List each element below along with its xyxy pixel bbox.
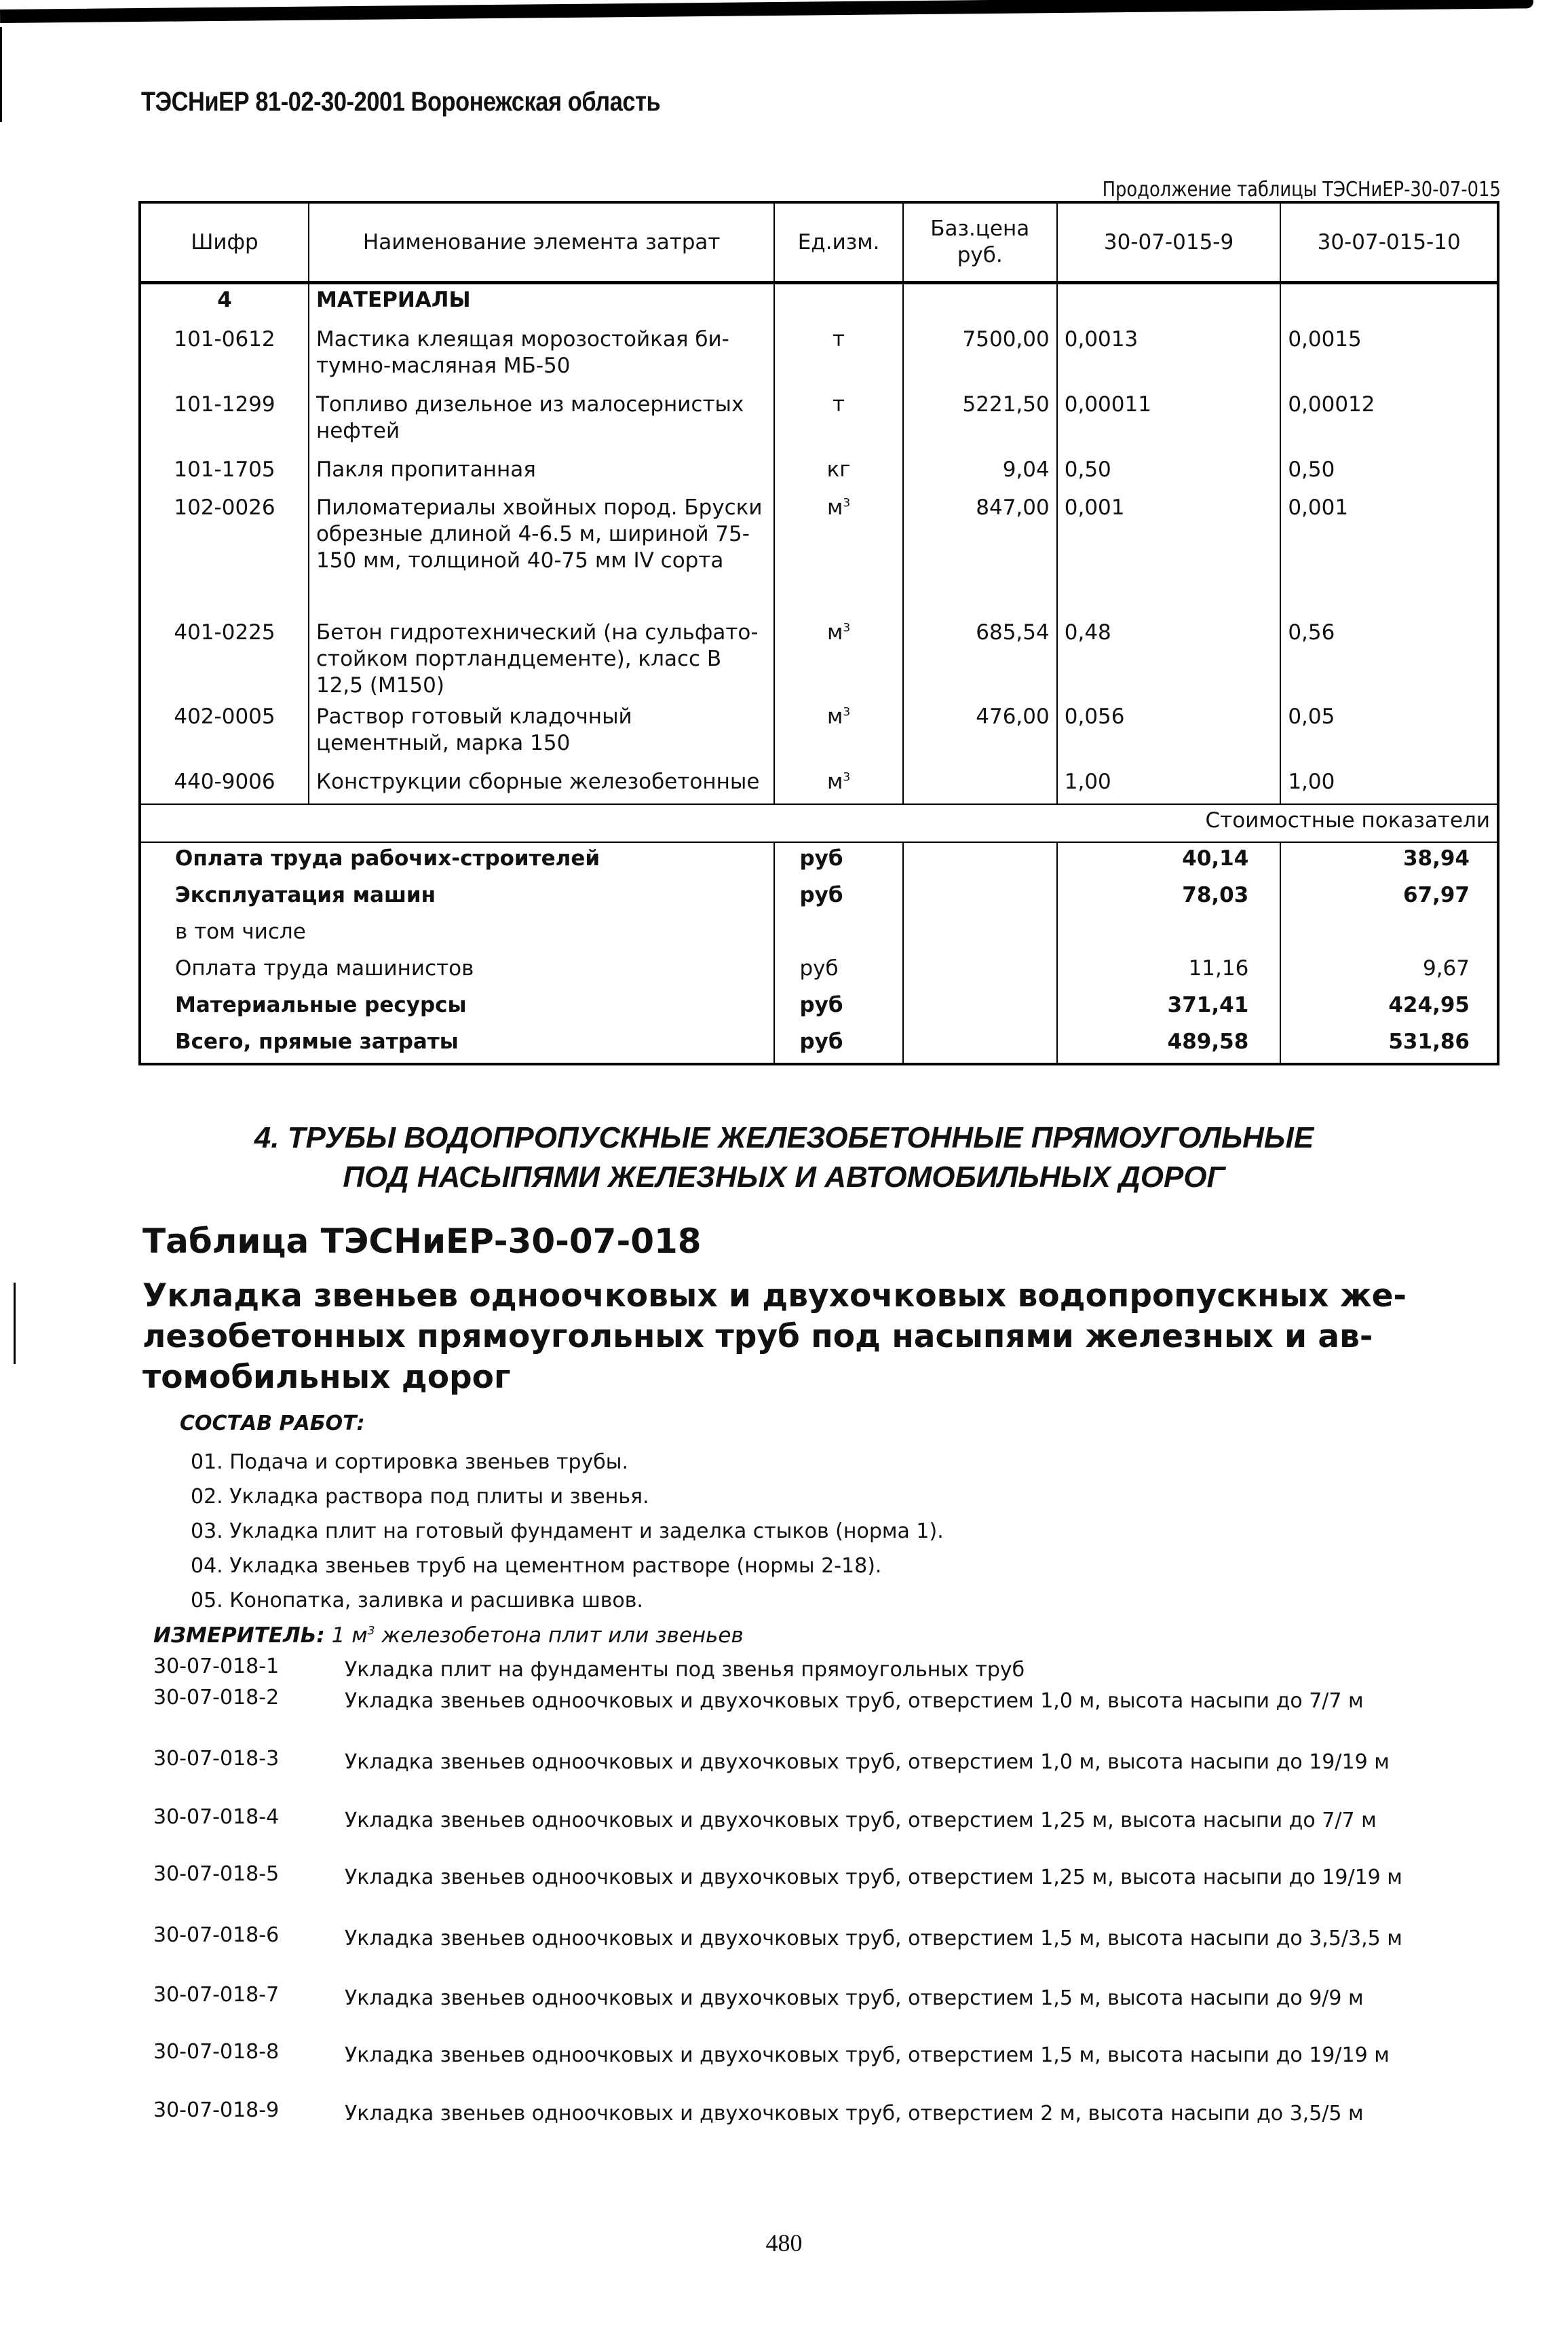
cost-row	[140, 1026, 1498, 1064]
material-row	[140, 324, 1498, 389]
cost-norm-1: 11,16	[1057, 953, 1281, 989]
cost-norm-2	[1280, 916, 1498, 953]
cost-name: Материальные ресурсы	[140, 989, 774, 1026]
material-code: 101-1705	[140, 454, 309, 492]
norm-code: 30-07-018-2	[153, 1686, 280, 1709]
norm-item	[153, 2040, 1551, 2071]
material-name: Пиломатериалы хвойных пород. Бруски обрезные длиной 4-6.5 м, шириной 75-150 мм, толщиной 40-75 мм IV сорта	[309, 492, 774, 617]
material-price: 847,00	[903, 492, 1057, 617]
section-row	[140, 283, 1498, 324]
norm-item	[153, 1747, 1551, 1778]
material-price: 685,54	[903, 617, 1057, 701]
material-norm-2: 1,00	[1280, 766, 1498, 804]
cost-unit: руб	[774, 953, 902, 989]
material-unit	[774, 389, 902, 454]
header-norm-2: 30-07-015-10	[1280, 202, 1498, 283]
material-code: 402-0005	[140, 701, 309, 766]
cost-name: Эксплуатация машин	[140, 880, 774, 916]
header-name: Наименование элемента затрат	[309, 202, 774, 283]
cost-norm-2: 9,67	[1280, 953, 1498, 989]
section-code: 4	[140, 283, 309, 324]
cost-norm-2: 67,97	[1280, 880, 1498, 916]
running-head: ТЭСНиЕР 81-02-30-2001 Воронежская область	[141, 87, 661, 117]
norm-description: Укладка звеньев одноочковых и двухочковых труб, отверстием 1,0 м, высота насыпи до 7/7 м	[345, 1689, 1364, 1713]
section-heading-line: 4. ТРУБЫ ВОДОПРОПУСКНЫЕ ЖЕЛЕЗОБЕТОННЫЕ ПРЯМОУГОЛЬНЫЕ	[254, 1121, 1314, 1154]
header-norm-1: 30-07-015-9	[1057, 202, 1281, 283]
cost-norm-2: 38,94	[1280, 842, 1498, 880]
work-step: 05. Конопатка, заливка и расшивка швов.	[191, 1589, 643, 1612]
section-heading-line: ПОД НАСЫПЯМИ ЖЕЛЕЗНЫХ И АВТОМОБИЛЬНЫХ ДОРОГ	[343, 1160, 1225, 1194]
work-composition-label: СОСТАВ РАБОТ:	[180, 1412, 365, 1435]
cost-price	[903, 880, 1057, 916]
cost-name: Оплата труда рабочих-строителей	[140, 842, 774, 880]
norm-item	[153, 1923, 1551, 1954]
material-code: 102-0026	[140, 492, 309, 617]
norm-item	[153, 1655, 1551, 1686]
material-norm-1: 0,48	[1057, 617, 1281, 701]
material-code: 401-0225	[140, 617, 309, 701]
cost-unit	[774, 916, 902, 953]
scan-artifact-edge	[0, 27, 2, 122]
cost-name: Оплата труда машинистов	[140, 953, 774, 989]
norm-description: Укладка звеньев одноочковых и двухочковых труб, отверстием 1,25 м, высота насыпи до 19/19 м	[345, 1866, 1402, 1889]
cost-row	[140, 989, 1498, 1026]
cost-norm-1: 78,03	[1057, 880, 1281, 916]
table-description-line: томобильных дорог	[142, 1359, 511, 1396]
material-price: 5221,50	[903, 389, 1057, 454]
cost-price	[903, 916, 1057, 953]
material-norm-2: 0,00012	[1280, 389, 1498, 454]
cost-name: в том числе	[140, 916, 774, 953]
table-description	[142, 1276, 1513, 1398]
cost-row	[140, 842, 1498, 880]
material-norm-2: 0,50	[1280, 454, 1498, 492]
material-norm-1: 0,056	[1057, 701, 1281, 766]
table-description-line: Укладка звеньев одноочковых и двухочковых водопропускных же-	[142, 1277, 1407, 1315]
cost-row	[140, 953, 1498, 989]
cost-price	[903, 842, 1057, 880]
section-heading	[0, 1118, 1568, 1197]
cost-unit: руб	[774, 842, 902, 880]
material-price	[903, 766, 1057, 804]
norm-code: 30-07-018-5	[153, 1862, 280, 1886]
norm-code: 30-07-018-4	[153, 1805, 280, 1829]
norm-code: 30-07-018-9	[153, 2098, 280, 2122]
material-unit	[774, 766, 902, 804]
meter-sup: 3	[367, 1624, 375, 1638]
meter-prefix: 1 м	[331, 1623, 368, 1648]
norm-item	[153, 1686, 1551, 1717]
scan-artifact-bar	[0, 0, 1533, 23]
work-step: 02. Укладка раствора под плиты и звенья.	[191, 1485, 649, 1509]
material-code: 101-1299	[140, 389, 309, 454]
material-norm-1: 0,0013	[1057, 324, 1281, 389]
cost-row	[140, 916, 1498, 953]
norm-code: 30-07-018-8	[153, 2040, 280, 2064]
cost-unit: руб	[774, 1026, 902, 1064]
material-norm-2: 0,05	[1280, 701, 1498, 766]
cost-unit: руб	[774, 880, 902, 916]
norm-description: Укладка звеньев одноочковых и двухочковых труб, отверстием 1,5 м, высота насыпи до 3,5/3,5 м	[345, 1927, 1402, 1950]
page-number: 480	[765, 2229, 803, 2256]
unit-text: м	[826, 495, 843, 520]
norm-description: Укладка звеньев одноочковых и двухочковых труб, отверстием 1,0 м, высота насыпи до 19/19 м	[345, 1750, 1390, 1774]
table-header-row	[140, 202, 1498, 283]
material-name: Конструкции сборные железобетонные	[309, 766, 774, 804]
material-row	[140, 389, 1498, 454]
material-norm-2: 0,001	[1280, 492, 1498, 617]
cost-row	[140, 880, 1498, 916]
header-unit: Ед.изм.	[774, 202, 902, 283]
work-composition	[180, 1412, 944, 1618]
header-price: Баз.цена руб.	[903, 202, 1057, 283]
material-name: Пакля пропитанная	[309, 454, 774, 492]
cost-norm-1: 489,58	[1057, 1026, 1281, 1064]
cost-norm-2: 424,95	[1280, 989, 1498, 1026]
meter-text: железобетона плит или звеньев	[381, 1623, 744, 1648]
unit-superscript: 3	[843, 496, 851, 510]
material-unit	[774, 617, 902, 701]
unit-text: м	[826, 620, 843, 645]
material-row	[140, 454, 1498, 492]
material-price: 476,00	[903, 701, 1057, 766]
material-name: Бетон гидротехнический (на сульфато-стойком портландцементе), класс В 12,5 (М150)	[309, 617, 774, 701]
material-row	[140, 492, 1498, 617]
material-unit	[774, 701, 902, 766]
norm-code: 30-07-018-6	[153, 1923, 280, 1947]
material-price: 7500,00	[903, 324, 1057, 389]
cost-norm-1: 40,14	[1057, 842, 1281, 880]
norm-description: Укладка звеньев одноочковых и двухочковых труб, отверстием 1,25 м, высота насыпи до 7/7 м	[345, 1809, 1377, 1832]
cost-price	[903, 953, 1057, 989]
unit-text: кг	[826, 457, 851, 482]
material-norm-1: 0,50	[1057, 454, 1281, 492]
material-code: 101-0612	[140, 324, 309, 389]
cost-price	[903, 989, 1057, 1026]
meter	[153, 1623, 744, 1648]
material-row	[140, 766, 1498, 804]
resource-table	[138, 201, 1499, 1065]
norm-code: 30-07-018-7	[153, 1983, 280, 2007]
norm-item	[153, 2098, 1551, 2130]
material-norm-1: 0,001	[1057, 492, 1281, 617]
material-norm-2: 0,0015	[1280, 324, 1498, 389]
work-step: 01. Подача и сортировка звеньев трубы.	[191, 1450, 628, 1474]
material-unit	[774, 454, 902, 492]
material-norm-1: 0,00011	[1057, 389, 1281, 454]
material-norm-1: 1,00	[1057, 766, 1281, 804]
cost-unit: руб	[774, 989, 902, 1026]
scan-artifact-edge	[14, 1283, 16, 1364]
unit-superscript: 3	[843, 770, 851, 785]
meter-label: ИЗМЕРИТЕЛЬ:	[153, 1623, 325, 1648]
unit-text: т	[833, 327, 845, 352]
norm-description: Укладка плит на фундаменты под звенья прямоугольных труб	[345, 1658, 1025, 1682]
norm-item	[153, 1805, 1551, 1836]
material-row	[140, 617, 1498, 701]
unit-text: м	[826, 770, 843, 795]
work-step: 04. Укладка звеньев труб на цементном растворе (нормы 2-18).	[191, 1554, 882, 1578]
unit-superscript: 3	[843, 621, 851, 635]
norm-description: Укладка звеньев одноочковых и двухочковых труб, отверстием 1,5 м, высота насыпи до 19/19 м	[345, 2043, 1390, 2067]
material-norm-2: 0,56	[1280, 617, 1498, 701]
table-title: Таблица ТЭСНиЕР-30-07-018	[142, 1222, 702, 1261]
norm-code: 30-07-018-3	[153, 1747, 280, 1771]
header-code: Шифр	[140, 202, 309, 283]
material-price: 9,04	[903, 454, 1057, 492]
material-unit	[774, 492, 902, 617]
unit-superscript: 3	[843, 705, 851, 719]
material-row	[140, 701, 1498, 766]
cost-price	[903, 1026, 1057, 1064]
material-name: Мастика клеящая морозостойкая би-тумно-масляная МБ-50	[309, 324, 774, 389]
material-unit	[774, 324, 902, 389]
cost-name: Всего, прямые затраты	[140, 1026, 774, 1064]
table-continuation-caption: Продолжение таблицы ТЭСНиЕР-30-07-015	[1102, 178, 1501, 202]
norm-description: Укладка звеньев одноочковых и двухочковых труб, отверстием 2 м, высота насыпи до 3,5/5 м	[345, 2102, 1364, 2125]
norm-code: 30-07-018-1	[153, 1655, 280, 1678]
work-step: 03. Укладка плит на готовый фундамент и заделка стыков (норма 1).	[191, 1519, 944, 1543]
material-code: 440-9006	[140, 766, 309, 804]
cost-indicators-title: Стоимостные показатели	[140, 804, 1498, 842]
material-name: Раствор готовый кладочный цементный, марка 150	[309, 701, 774, 766]
section-name: МАТЕРИАЛЫ	[309, 283, 774, 324]
norm-item	[153, 1983, 1551, 2014]
cost-title-row	[140, 804, 1498, 842]
table-description-line: лезобетонных прямоугольных труб под насыпями железных и ав-	[142, 1318, 1373, 1355]
cost-norm-2: 531,86	[1280, 1026, 1498, 1064]
norm-description: Укладка звеньев одноочковых и двухочковых труб, отверстием 1,5 м, высота насыпи до 9/9 м	[345, 1986, 1364, 2010]
norm-item	[153, 1862, 1551, 1893]
unit-text: м	[826, 704, 843, 730]
unit-text: т	[833, 392, 845, 417]
cost-norm-1: 371,41	[1057, 989, 1281, 1026]
cost-norm-1	[1057, 916, 1281, 953]
material-name: Топливо дизельное из малосернистых нефтей	[309, 389, 774, 454]
